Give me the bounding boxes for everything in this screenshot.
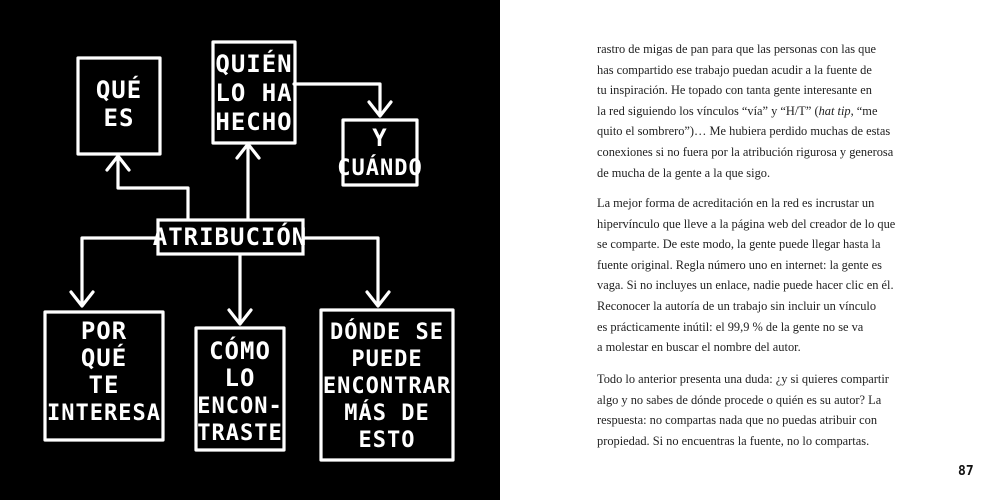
text-line: Reconocer la autoría de un trabajo sin incluir un vínculo [597, 298, 877, 313]
como-line-4: TRASTE [197, 421, 283, 446]
como-line-1: CÓMO [209, 337, 271, 365]
que-es-line-1: QUÉ [95, 76, 143, 104]
paragraph-2 [597, 193, 895, 358]
text-segment: , “me [850, 103, 878, 118]
text-line: La mejor forma de acreditación en la red es incrustar un [597, 196, 875, 210]
text-line: propiedad. Si no encuentras la fuente, no lo compartas. [597, 433, 870, 448]
box-cuando [337, 120, 422, 185]
box-que-es [78, 58, 160, 154]
text-line: has compartido ese trabajo puedan acudir a la fuente de [597, 62, 872, 77]
box-donde [321, 310, 453, 460]
donde-line-5: ESTO [358, 428, 416, 453]
donde-line-2: PUEDE [351, 347, 423, 372]
cuando-line-2: CUÁNDO [337, 156, 423, 181]
text-line: se comparte. De este modo, la gente puede llegar hasta la [597, 237, 881, 252]
como-line-2: LO [224, 364, 256, 392]
text-line: Todo lo anterior presenta una duda: ¿y si quieres compartir [597, 372, 889, 386]
por-que-line-2: QUÉ [80, 344, 128, 372]
text-line: vaga. Si no incluyes un enlace, nadie puede hacer clic en él. [597, 278, 894, 293]
cuando-line-1: Y [372, 124, 388, 152]
text-line [597, 101, 893, 122]
text-line: rastro de migas de pan para que las personas con las que [597, 42, 877, 56]
page-number: 87 [958, 464, 974, 479]
box-quien [213, 42, 295, 143]
quien-line-1: QUIÉN [215, 50, 293, 78]
text-line: fuente original. Regla número uno en internet: la gente es [597, 257, 882, 272]
donde-line-1: DÓNDE SE [330, 320, 444, 345]
text-line: conexiones si no fuera por la atribución rigurosa y generosa [597, 144, 894, 159]
text-line: de mucha de la gente a la que sigo. [597, 165, 771, 180]
por-que-line-3: TE [88, 371, 120, 399]
text-line: tu inspiración. He topado con tanta gente interesante en [597, 83, 872, 98]
donde-line-4: MÁS DE [344, 401, 430, 426]
quien-line-2: LO HA [215, 79, 293, 107]
text-line: a molestar en buscar el nombre del autor. [597, 340, 801, 355]
center-label: ATRIBUCIÓN [152, 223, 308, 251]
box-por-que [45, 312, 163, 440]
paragraph-3 [597, 369, 889, 451]
text-line: algo y no sabes de dónde procede o quién es su autor? La [597, 392, 882, 407]
text-segment: la red siguiendo los vínculos “vía” y “H/T” ( [597, 103, 819, 118]
connector-cuando [294, 84, 380, 112]
donde-line-3: ENCONTRAR [322, 374, 452, 399]
como-line-3: ENCON- [197, 394, 283, 419]
text-line: hipervínculo que lleve a la página web del creador de lo que [597, 216, 896, 231]
por-que-line-1: POR [80, 317, 128, 345]
box-como [196, 328, 284, 450]
por-que-line-4: INTERESA [47, 401, 161, 426]
text-line: es prácticamente inútil: el 99,9 % de la gente no se va [597, 319, 864, 334]
quien-line-3: HECHO [215, 108, 293, 136]
text-line: quito el sombrero”)… Me hubiera perdido muchas de estas [597, 124, 891, 139]
paragraph-1 [597, 39, 893, 183]
text-line: respuesta: no compartas nada que no puedas atribuir con [597, 413, 878, 428]
que-es-line-2: ES [103, 104, 135, 132]
italic-phrase: hat tip [818, 103, 851, 118]
